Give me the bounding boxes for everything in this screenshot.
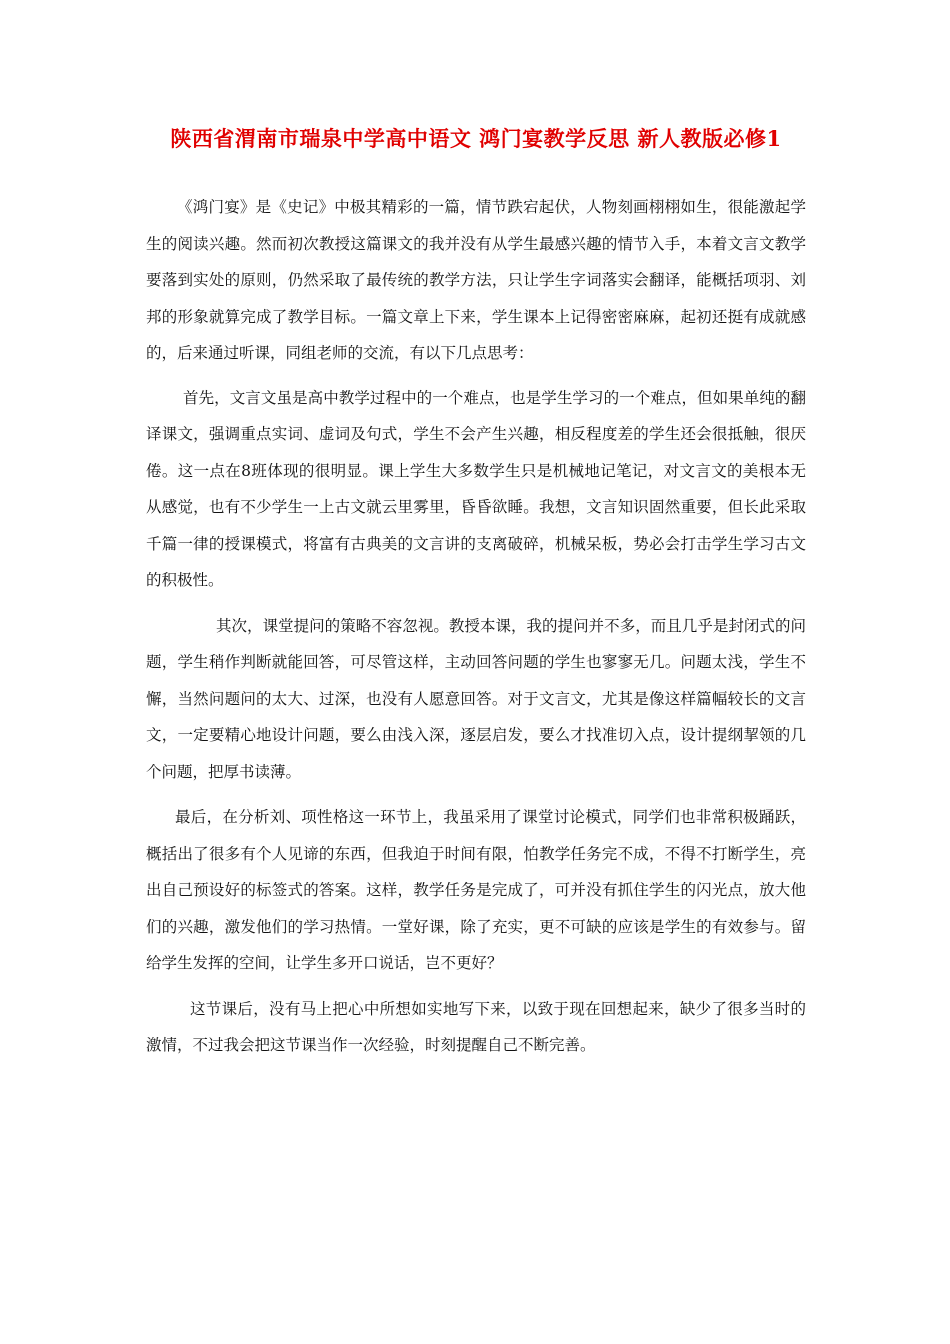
document-title: 陕西省渭南市瑞泉中学高中语文 鸿门宴教学反思 新人教版必修1: [170, 126, 782, 151]
paragraph-third-point: 最后，在分析刘、项性格这一环节上，我虽采用了课堂讨论模式，同学们也非常积极踊跃，概括出了很多有个人见谛的东西，但我迫于时间有限，怕教学任务完不成，不得不打断学生，亮出自己预设好的标签式的答案。这样，教学任务是完成了，可并没有抓住学生的闪光点，放大他们的兴趣，激发他们的学习热情。一堂好课，除了充实，更不可缺的应该是学生的有效参与。留给学生发挥的空间，让学生多开口说话，岂不更好？: [146, 808, 806, 972]
paragraph-conclusion: 这节课后，没有马上把心中所想如实地写下来，以致于现在回想起来，缺少了很多当时的激情，不过我会把这节课当作一次经验，时刻提醒自己不断完善。: [146, 999, 806, 1054]
document-body: [146, 189, 806, 1064]
paragraph-second-point: 其次，课堂提问的策略不容忽视。教授本课，我的提问并不多，而且几乎是封闭式的问题，学生稍作判断就能回答，可尽管这样，主动回答问题的学生也寥寥无几。问题太浅，学生不懈，当然问题问的太大、过深，也没有人愿意回答。对于文言文，尤其是像这样篇幅较长的文言文，一定要精心地设计问题，要么由浅入深，逐层启发，要么才找准切入点，设计提纲挈领的几个问题，把厚书读薄。: [146, 616, 806, 781]
paragraph-first-point: 首先，文言文虽是高中教学过程中的一个难点，也是学生学习的一个难点，但如果单纯的翻译课文，强调重点实词、虚词及句式，学生不会产生兴趣，相反程度差的学生还会很抵触，很厌倦。这一点在8班体现的很明显。课上学生大多数学生只是机械地记笔记，对文言文的美根本无从感觉，也有不少学生一上古文就云里雾里，昏昏欲睡。我想，文言知识固然重要，但长此采取千篇一律的授课模式，将富有古典美的文言讲的支离破碎，机械呆板，势必会打击学生学习古文的积极性。: [146, 388, 806, 589]
paragraph-intro: 《鸿门宴》是《史记》中极其精彩的一篇，情节跌宕起伏，人物刻画栩栩如生，很能激起学生的阅读兴趣。然而初次教授这篇课文的我并没有从学生最感兴趣的情节入手，本着文言文教学要落到实处的原则，仍然采取了最传统的教学方法，只让学生字词落实会翻译，能概括项羽、刘邦的形象就算完成了教学目标。一篇文章上下来，学生课本上记得密密麻麻，起初还挺有成就感的，后来通过听课，同组老师的交流，有以下几点思考：: [146, 198, 806, 362]
